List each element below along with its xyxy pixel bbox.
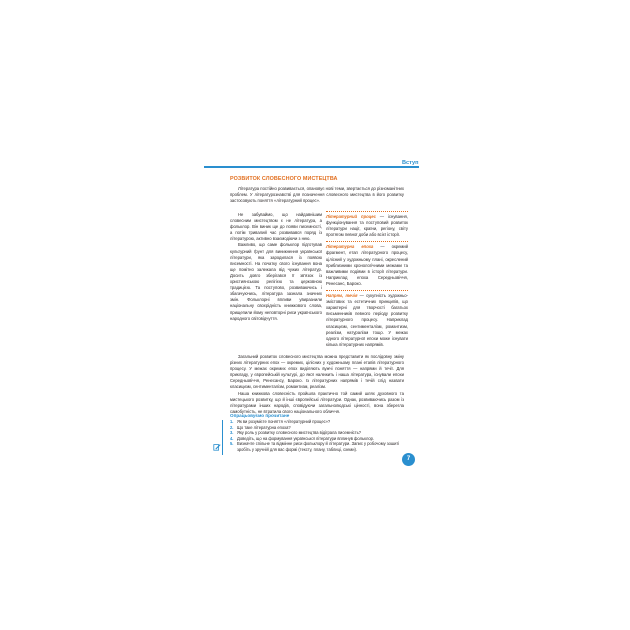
exercise-text: Визначте спільне та відмінне риси фольклору й літератури. Запис у робочому зошиті зробіть у зручній для вас формі (тексту, плану, таблиці, схеми). (237, 441, 400, 452)
exercise-item (230, 441, 406, 452)
paragraph-ukrainian-literature: Важливо, що саме фольклор підготував культурний ґрунт для виникнення української літератури, яка зародилася із появою писемності. На початку свого існування вона ще помітно залежала від чужих літератур. Досить довго зберігався її зв'язок із християнською релігією та церковною традицією. Та поступово, розвиваючись і збагачуючись, література зазнала значних змін. Фольклорні впливи увиразнили національну своєрідність книжкового слова, прищепили йому неповторні риси українського народного світовідчуття. (230, 242, 322, 321)
exercise-text: Доведіть, що на формування української літератури вплинув фольклор. (237, 435, 375, 441)
dotted-divider (326, 211, 408, 212)
paragraph-epochs: Загальний розвиток словесного мистецтва можна представити як послідовну зміну різних літературних епох — окремих, цілісних у художньому плані етапів літературного процесу. У межах окремих епох виділяють вужчі поняття — напрями й течії. Для прикладу, у європейській культурі, до якої належить і наша література, існували епохи Середньовіччя, Ренесансу, Бароко. Із літературних напрямів і течій слід назвати класицизм, сентименталізм, романтизм, реалізм. (230, 354, 404, 390)
section-title: РОЗВИТОК СЛОВЕСНОГО МИСТЕЦТВА (230, 176, 338, 182)
exercise-text: Що таке літературна епоха? (237, 424, 291, 430)
full-width-text (230, 354, 404, 415)
exercise-list (216, 419, 406, 453)
glossary-term (326, 290, 408, 348)
exercise-title: Опрацьовуємо прочитане (230, 413, 290, 418)
exercise-number: 2. (230, 424, 234, 430)
term-name: Літературний процес (326, 214, 376, 219)
glossary-column (326, 211, 408, 351)
dotted-divider (326, 241, 408, 242)
paragraph-national: Наша книжкова словесність пройшла практично той самий шлях духовного та мистецького розвитку, що й інші європейські літератури. Однак, розвиваючись разом із літературами інших народів, сповідуючи загальнолюдські цінності, вона зберегла самобутність, не втратила свого національного обличчя. (230, 390, 404, 414)
term-name: Напрям, течія (326, 293, 358, 299)
exercise-number: 5. (230, 441, 234, 447)
page-number: 7 (402, 453, 415, 466)
left-column (230, 212, 322, 322)
exercise-block (216, 413, 406, 453)
exercise-number: 3. (230, 430, 234, 436)
exercise-number: 1. (230, 419, 234, 424)
header-rule (204, 166, 419, 168)
exercise-number: 4. (230, 435, 234, 441)
dotted-divider (326, 290, 408, 291)
term-name: Літературна епоха (326, 244, 374, 250)
glossary-term (326, 211, 408, 238)
term-definition: — сукупність художньо-змістових та естетичних принципів, що характерні для творчості багатьох письменників певного періоду розвитку літературного процесу. Наприклад класицизм, сентименталізм, романтизм, реалізм, натуралізм тощо. У межах одного літературної епохи може існувати кілька літературних напрямів. (326, 293, 408, 347)
glossary-term (326, 241, 408, 287)
term-definition: — окремий фрагмент, етап літературного процесу, цілісний у художньому плані, окреслений приблизними хронологічними межами та важливими подіями в історії літератури. Наприклад епоха Середньовіччя, Ренесанс, Бароко. (326, 244, 408, 286)
section-label: Вступ (402, 160, 419, 166)
intro-paragraph: Література постійно розвивається, опановує нові теми, звертається до різноманітних проблем. У літературознавстві для позначення словесного мистецтва в його розвитку застосовують поняття «літературний процес». (230, 186, 404, 204)
exercise-text: Яку роль у розвитку словесного мистецтва відіграла писемність? (237, 430, 361, 436)
term-definition: — існування, функціонування та поступовий розвиток літератури нації, країни, регіону, світу протягом певної доби або всієї історії. (326, 214, 408, 238)
paragraph-folklore: Не забуваймо, що найдавнішим словесним мистецтвом є не література, а фольклор. Він виник ще до появи писемності, а потім тривалий час розвивався поряд із літературою, активно взаємодіючи з нею. (230, 212, 322, 242)
exercise-text: Як ви розумієте поняття «літературний процес»? (237, 419, 331, 424)
